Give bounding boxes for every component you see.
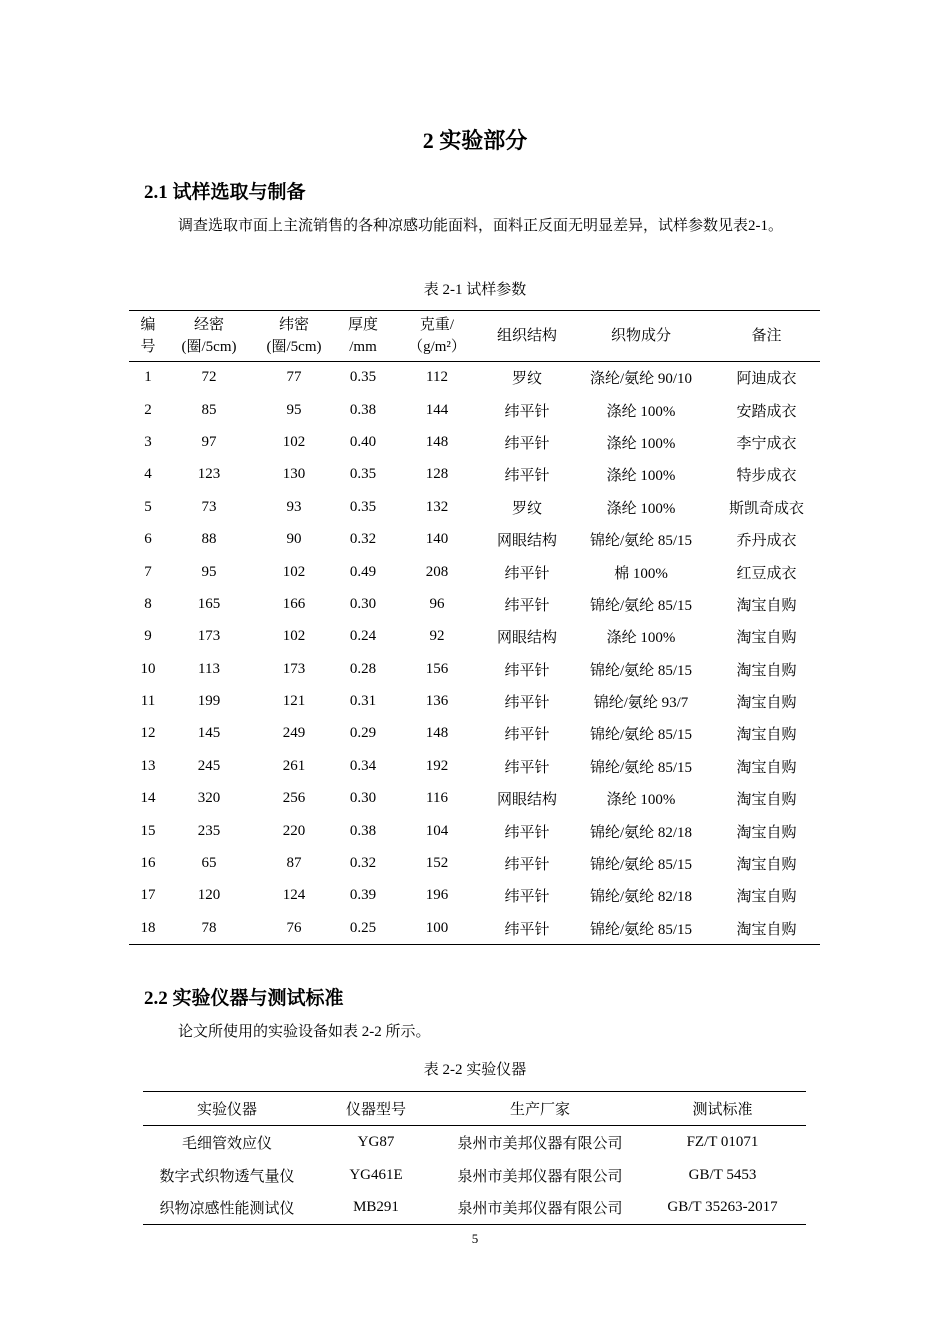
table-cell: 淘宝自购 [736, 857, 797, 874]
table-cell: 5 [144, 498, 152, 515]
table-cell: 锦纶/氨纶 85/15 [589, 533, 693, 550]
header-cell-line: 厚度 [347, 317, 378, 333]
table-cell: 261 [282, 757, 306, 774]
table-cell: 泉州市美邦仪器有限公司 [457, 1201, 623, 1218]
table-cell: 涤纶 100% [606, 500, 676, 517]
table-cell: 4 [144, 466, 152, 483]
table-cell: 9 [144, 628, 152, 645]
table-cell: 132 [425, 498, 449, 515]
table-cell: 96 [429, 595, 445, 612]
header-cell-line: /mm [349, 339, 377, 355]
table-cell: 阿迪成衣 [736, 371, 797, 388]
table-cell: 淘宝自购 [736, 824, 797, 841]
table-cell: 淘宝自购 [736, 695, 797, 712]
header-cell-line: 纬密 [278, 317, 309, 333]
table-cell: 14 [140, 790, 156, 807]
table-cell: 97 [201, 433, 217, 450]
table-cell: 李宁成衣 [736, 435, 797, 452]
table-cell: 网眼结构 [496, 630, 557, 647]
table-cell: 112 [426, 369, 448, 386]
table-cell: 87 [286, 855, 302, 872]
table-cell: 95 [201, 563, 217, 580]
table-cell: 235 [197, 822, 221, 839]
table-cell: 8 [144, 595, 152, 612]
table-row [129, 718, 820, 750]
paragraph-2-2: 论文所使用的实验设备如表 2-2 所示。 [178, 1024, 431, 1040]
table-cell: 特步成衣 [736, 468, 797, 485]
table-cell: 140 [425, 531, 449, 548]
table-cell: 淘宝自购 [736, 759, 797, 776]
table-cell: 10 [140, 660, 156, 677]
table-cell: 0.35 [349, 498, 377, 515]
table-cell: 120 [197, 887, 221, 904]
header-cell [251, 311, 337, 362]
table-cell: 0.32 [349, 531, 377, 548]
table-cell: 涤纶 100% [606, 792, 676, 809]
table-cell: 15 [140, 822, 156, 839]
header-cell [167, 311, 251, 362]
table-cell: 淘宝自购 [736, 597, 797, 614]
table-row [129, 912, 820, 944]
page-number: 5 [471, 1231, 479, 1246]
table-cell: 13 [140, 757, 156, 774]
table-cell: 116 [426, 790, 448, 807]
table-cell: 涤纶 100% [606, 403, 676, 420]
table-cell: YG461E [349, 1166, 403, 1183]
table-cell: 纬平针 [504, 597, 550, 614]
table-cell: 113 [198, 660, 220, 677]
table-cell: 乔丹成衣 [736, 533, 797, 550]
table-cell: 0.38 [349, 401, 377, 418]
table-row [143, 1159, 806, 1192]
table-cell: 173 [197, 628, 221, 645]
table-cell: 92 [429, 628, 445, 645]
table-row [129, 556, 820, 588]
table-cell: 102 [282, 563, 306, 580]
table-cell: 淘宝自购 [736, 662, 797, 679]
table-cell: 3 [144, 433, 152, 450]
table-cell: 144 [425, 401, 449, 418]
table-row [129, 653, 820, 685]
table-cell: 淘宝自购 [736, 630, 797, 647]
table-cell: 123 [197, 466, 221, 483]
table-cell: 1 [144, 369, 152, 386]
table-cell: 7 [144, 563, 152, 580]
table-cell: 锦纶/氨纶 85/15 [589, 597, 693, 614]
header-cell [389, 311, 485, 362]
section-title: 2 实验部分 [422, 128, 528, 153]
table-row [129, 426, 820, 458]
table-row [129, 847, 820, 879]
header-cell: 实验仪器 [143, 1092, 311, 1126]
header-cell-line: 组织结构 [496, 328, 557, 344]
table-row [129, 459, 820, 491]
table-cell: 纬平针 [504, 662, 550, 679]
table-cell: 145 [197, 725, 221, 742]
table-cell: 77 [286, 369, 302, 386]
table-cell: 148 [425, 433, 449, 450]
header-cell [337, 311, 389, 362]
table-cell: 102 [282, 628, 306, 645]
table-cell: 73 [201, 498, 217, 515]
table-cell: 72 [201, 369, 217, 386]
table-cell: 148 [425, 725, 449, 742]
paragraph-2-1: 调查选取市面上主流销售的各种凉感功能面料，面料正反面无明显差异，试样参数见表2-1。 [178, 218, 783, 234]
table-cell: 196 [425, 887, 449, 904]
table-cell: 涤纶 100% [606, 630, 676, 647]
table-cell: 纬平针 [504, 695, 550, 712]
table-cell: 0.24 [349, 628, 377, 645]
header-cell: 测试标准 [639, 1092, 806, 1126]
header-cell-line: 号 [140, 339, 156, 355]
table-cell: 104 [425, 822, 449, 839]
table-cell: 85 [201, 401, 217, 418]
table-cell: 128 [425, 466, 449, 483]
table-cell: 0.25 [349, 919, 377, 936]
table-cell: 199 [197, 693, 221, 710]
table-cell: 0.34 [349, 757, 377, 774]
table-cell: 网眼结构 [496, 533, 557, 550]
table-cell: 0.35 [349, 369, 377, 386]
table-cell: 锦纶/氨纶 85/15 [589, 921, 693, 938]
table-cell: 0.31 [349, 693, 377, 710]
table-row [129, 621, 820, 653]
table-cell: GB/T 35263-2017 [667, 1199, 778, 1216]
table-cell: 网眼结构 [496, 792, 557, 809]
table-cell: FZ/T 01071 [686, 1133, 759, 1150]
table-cell: 245 [197, 757, 221, 774]
header-cell-line: (圈/5cm) [266, 339, 322, 355]
table-cell: 6 [144, 531, 152, 548]
table-cell: 淘宝自购 [736, 889, 797, 906]
table-cell: 淘宝自购 [736, 921, 797, 938]
table-cell: 78 [201, 919, 217, 936]
table-cell: 锦纶/氨纶 93/7 [593, 695, 689, 712]
table-cell: 纬平针 [504, 857, 550, 874]
table-cell: 纬平针 [504, 759, 550, 776]
table-cell: 泉州市美邦仪器有限公司 [457, 1168, 623, 1185]
table-cell: 0.35 [349, 466, 377, 483]
table-cell: MB291 [353, 1199, 399, 1216]
table-row [129, 394, 820, 426]
table-cell: 纬平针 [504, 824, 550, 841]
table-row [129, 523, 820, 555]
header-cell-line: 克重/ [419, 317, 455, 333]
table-cell: 130 [282, 466, 306, 483]
table-cell: 安踏成衣 [736, 403, 797, 420]
table-cell: 220 [282, 822, 306, 839]
table-2-2-caption: 表 2-2 实验仪器 [423, 1062, 527, 1078]
table-cell: 纬平针 [504, 468, 550, 485]
table-cell: 锦纶/氨纶 82/18 [589, 889, 693, 906]
table-cell: 95 [286, 401, 302, 418]
table-cell: 0.29 [349, 725, 377, 742]
table-cell: GB/T 5453 [688, 1166, 757, 1183]
table-cell: 纬平针 [504, 921, 550, 938]
header-cell [129, 311, 167, 362]
table-row [143, 1192, 806, 1225]
table-cell: 173 [282, 660, 306, 677]
header-cell: 仪器型号 [311, 1092, 441, 1126]
table-cell: 罗纹 [511, 371, 542, 388]
table-cell: 17 [140, 887, 156, 904]
table-cell: 136 [425, 693, 449, 710]
table-cell: 织物凉感性能测试仪 [159, 1201, 295, 1218]
table-cell: 锦纶/氨纶 85/15 [589, 662, 693, 679]
table-cell: 涤纶 100% [606, 435, 676, 452]
table-cell: 0.38 [349, 822, 377, 839]
table-cell: 纬平针 [504, 435, 550, 452]
table-cell: 纬平针 [504, 889, 550, 906]
header-cell [713, 311, 820, 362]
table-cell: 12 [140, 725, 156, 742]
table-cell: 256 [282, 790, 306, 807]
table-cell: 淘宝自购 [736, 792, 797, 809]
table-cell: 102 [282, 433, 306, 450]
header-cell [569, 311, 713, 362]
table-cell: YG87 [357, 1133, 395, 1150]
table-cell: 罗纹 [511, 500, 542, 517]
table-cell: 100 [425, 919, 449, 936]
header-cell-line: 编 [140, 317, 156, 333]
table-cell: 0.39 [349, 887, 377, 904]
table-cell: 锦纶/氨纶 85/15 [589, 759, 693, 776]
table-row [129, 783, 820, 815]
table-cell: 166 [282, 595, 306, 612]
table-cell: 165 [197, 595, 221, 612]
table-cell: 124 [282, 887, 306, 904]
table-row [129, 815, 820, 847]
table-2-1-caption: 表 2-1 试样参数 [423, 282, 527, 298]
header-cell [485, 311, 569, 362]
table-cell: 涤纶/氨纶 90/10 [589, 371, 693, 388]
table-cell: 11 [140, 693, 156, 710]
table-cell: 156 [425, 660, 449, 677]
table-cell: 2 [144, 401, 152, 418]
table-cell: 淘宝自购 [736, 727, 797, 744]
table-cell: 红豆成衣 [736, 565, 797, 582]
table-cell: 93 [286, 498, 302, 515]
table-cell: 锦纶/氨纶 85/15 [589, 857, 693, 874]
subsection-heading-2-2: 2.2 实验仪器与测试标准 [144, 988, 344, 1009]
header-cell-line: 备注 [751, 328, 782, 344]
table-cell: 数字式织物透气量仪 [159, 1168, 295, 1185]
table-cell: 0.40 [349, 433, 377, 450]
table-row [129, 880, 820, 912]
table-cell: 锦纶/氨纶 85/15 [589, 727, 693, 744]
table-cell: 249 [282, 725, 306, 742]
table-cell: 90 [286, 531, 302, 548]
table-row [129, 685, 820, 717]
table-header-row [129, 311, 820, 362]
table-row [129, 750, 820, 782]
table-cell: 65 [201, 855, 217, 872]
header-cell: 生产厂家 [441, 1092, 639, 1126]
table-row [143, 1126, 806, 1159]
table-cell: 320 [197, 790, 221, 807]
table-cell: 纬平针 [504, 727, 550, 744]
table-row [129, 588, 820, 620]
table-cell: 16 [140, 855, 156, 872]
table-cell: 涤纶 100% [606, 468, 676, 485]
table-cell: 18 [140, 919, 156, 936]
table-cell: 毛细管效应仪 [181, 1135, 272, 1152]
table-cell: 斯凯奇成衣 [728, 500, 804, 517]
table-cell: 纬平针 [504, 403, 550, 420]
table-cell: 0.28 [349, 660, 377, 677]
table-cell: 纬平针 [504, 565, 550, 582]
table-cell: 棉 100% [614, 565, 668, 582]
table-row [129, 491, 820, 523]
table-cell: 192 [425, 757, 449, 774]
table-cell: 152 [425, 855, 449, 872]
table-cell: 76 [286, 919, 302, 936]
instruments-table [143, 1091, 806, 1225]
table-cell: 泉州市美邦仪器有限公司 [457, 1135, 623, 1152]
table-cell: 0.30 [349, 595, 377, 612]
table-cell: 0.32 [349, 855, 377, 872]
table-cell: 0.30 [349, 790, 377, 807]
subsection-heading-2-1: 2.1 试样选取与制备 [144, 182, 306, 203]
table-cell: 208 [425, 563, 449, 580]
header-cell-line: (圈/5cm) [181, 339, 237, 355]
header-cell-line: 织物成分 [610, 328, 671, 344]
table-cell: 121 [282, 693, 306, 710]
table-row [129, 362, 820, 394]
sample-parameters-table [129, 310, 820, 945]
table-cell: 锦纶/氨纶 82/18 [589, 824, 693, 841]
table-cell: 0.49 [349, 563, 377, 580]
header-cell-line: （g/m²） [408, 339, 466, 355]
table-cell: 88 [201, 531, 217, 548]
table-header-row [143, 1092, 806, 1126]
header-cell-line: 经密 [193, 317, 224, 333]
